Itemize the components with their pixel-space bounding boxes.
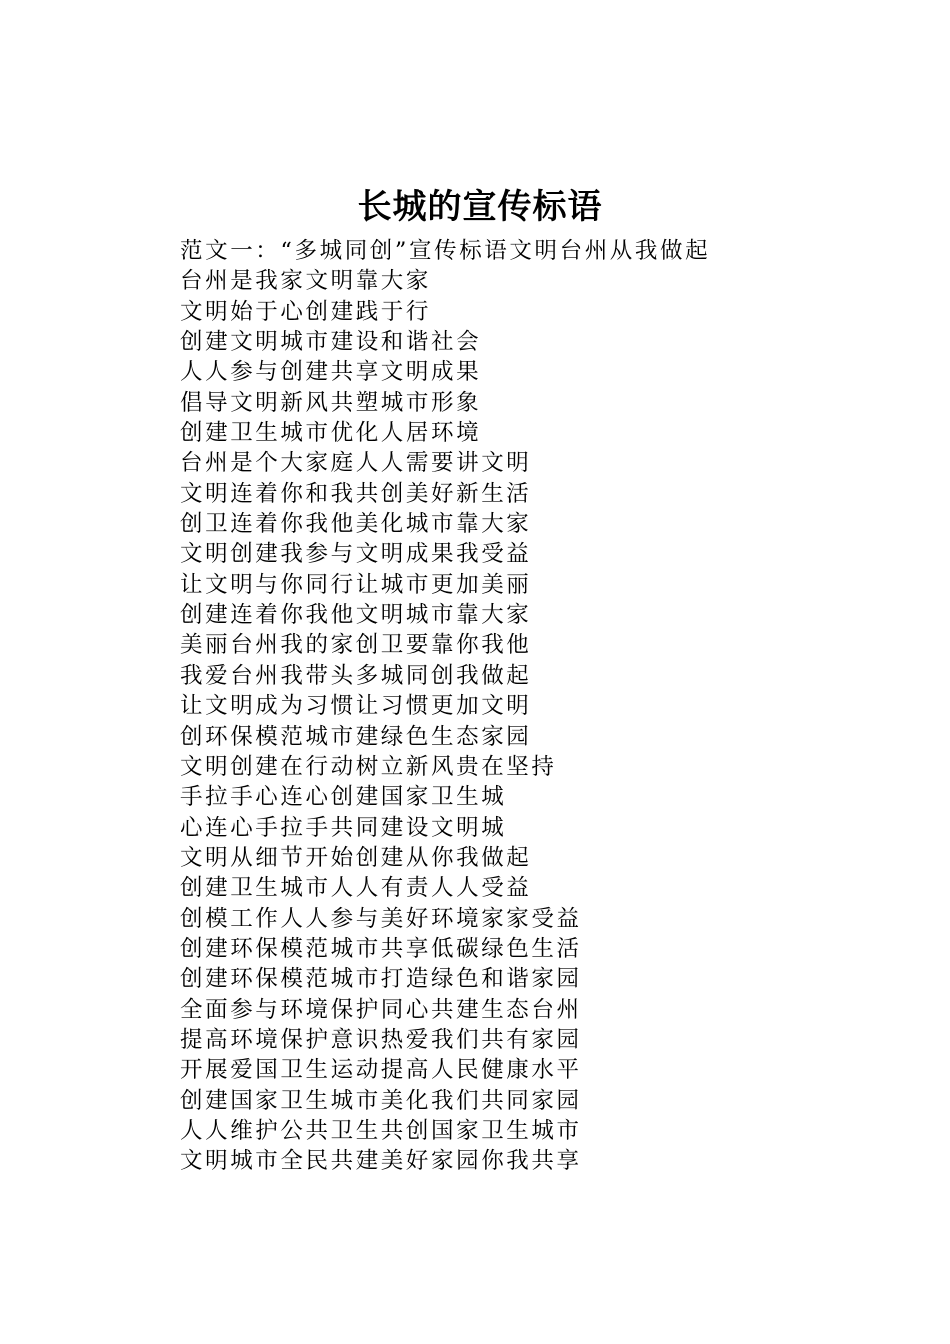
slogan-line: 文明始于心创建践于行 (180, 298, 432, 325)
slogan-line: 范文一：“多城同创”宣传标语文明台州从我做起 (180, 238, 711, 264)
slogan-line: 让文明成为习惯让习惯更加文明 (180, 693, 532, 720)
slogan-line: 创卫连着你我他美化城市靠大家 (180, 511, 532, 538)
slogan-line: 让文明与你同行让城市更加美丽 (180, 571, 532, 598)
slogan-line: 我爱台州我带头多城同创我做起 (180, 662, 532, 689)
slogan-line: 倡导文明新风共塑城市形象 (180, 389, 482, 416)
slogan-line: 创建卫生城市优化人居环境 (180, 420, 482, 447)
slogan-line: 人人维护公共卫生共创国家卫生城市 (180, 1117, 582, 1144)
document-title: 长城的宣传标语 (357, 187, 603, 227)
slogan-line: 提高环境保护意识热爱我们共有家园 (180, 1026, 582, 1053)
slogan-line: 台州是个大家庭人人需要讲文明 (180, 450, 532, 477)
slogan-line: 人人参与创建共享文明成果 (180, 359, 482, 386)
slogan-line: 美丽台州我的家创卫要靠你我他 (180, 632, 532, 659)
slogan-line: 手拉手心连心创建国家卫生城 (180, 784, 507, 811)
slogan-line: 创环保模范城市建绿色生态家园 (180, 723, 532, 750)
slogan-line: 文明从细节开始创建从你我做起 (180, 844, 532, 871)
slogan-line: 心连心手拉手共同建设文明城 (180, 814, 507, 841)
slogan-line: 台州是我家文明靠大家 (180, 268, 432, 295)
slogan-line: 文明创建在行动树立新风贵在坚持 (180, 753, 557, 780)
slogan-line: 全面参与环境保护同心共建生态台州 (180, 996, 582, 1023)
slogan-line: 创建环保模范城市打造绿色和谐家园 (180, 966, 582, 993)
slogan-line: 创模工作人人参与美好环境家家受益 (180, 905, 582, 932)
slogan-line: 创建文明城市建设和谐社会 (180, 329, 482, 356)
slogan-list (180, 236, 820, 1177)
slogan-line: 文明连着你和我共创美好新生活 (180, 480, 532, 507)
slogan-line: 文明城市全民共建美好家园你我共享 (180, 1148, 582, 1175)
slogan-line: 创建国家卫生城市美化我们共同家园 (180, 1087, 582, 1114)
slogan-line: 开展爱国卫生运动提高人民健康水平 (180, 1057, 582, 1084)
slogan-line: 创建卫生城市人人有责人人受益 (180, 875, 532, 902)
slogan-line: 创建连着你我他文明城市靠大家 (180, 602, 532, 629)
slogan-line: 创建环保模范城市共享低碳绿色生活 (180, 935, 582, 962)
slogan-line: 文明创建我参与文明成果我受益 (180, 541, 532, 568)
